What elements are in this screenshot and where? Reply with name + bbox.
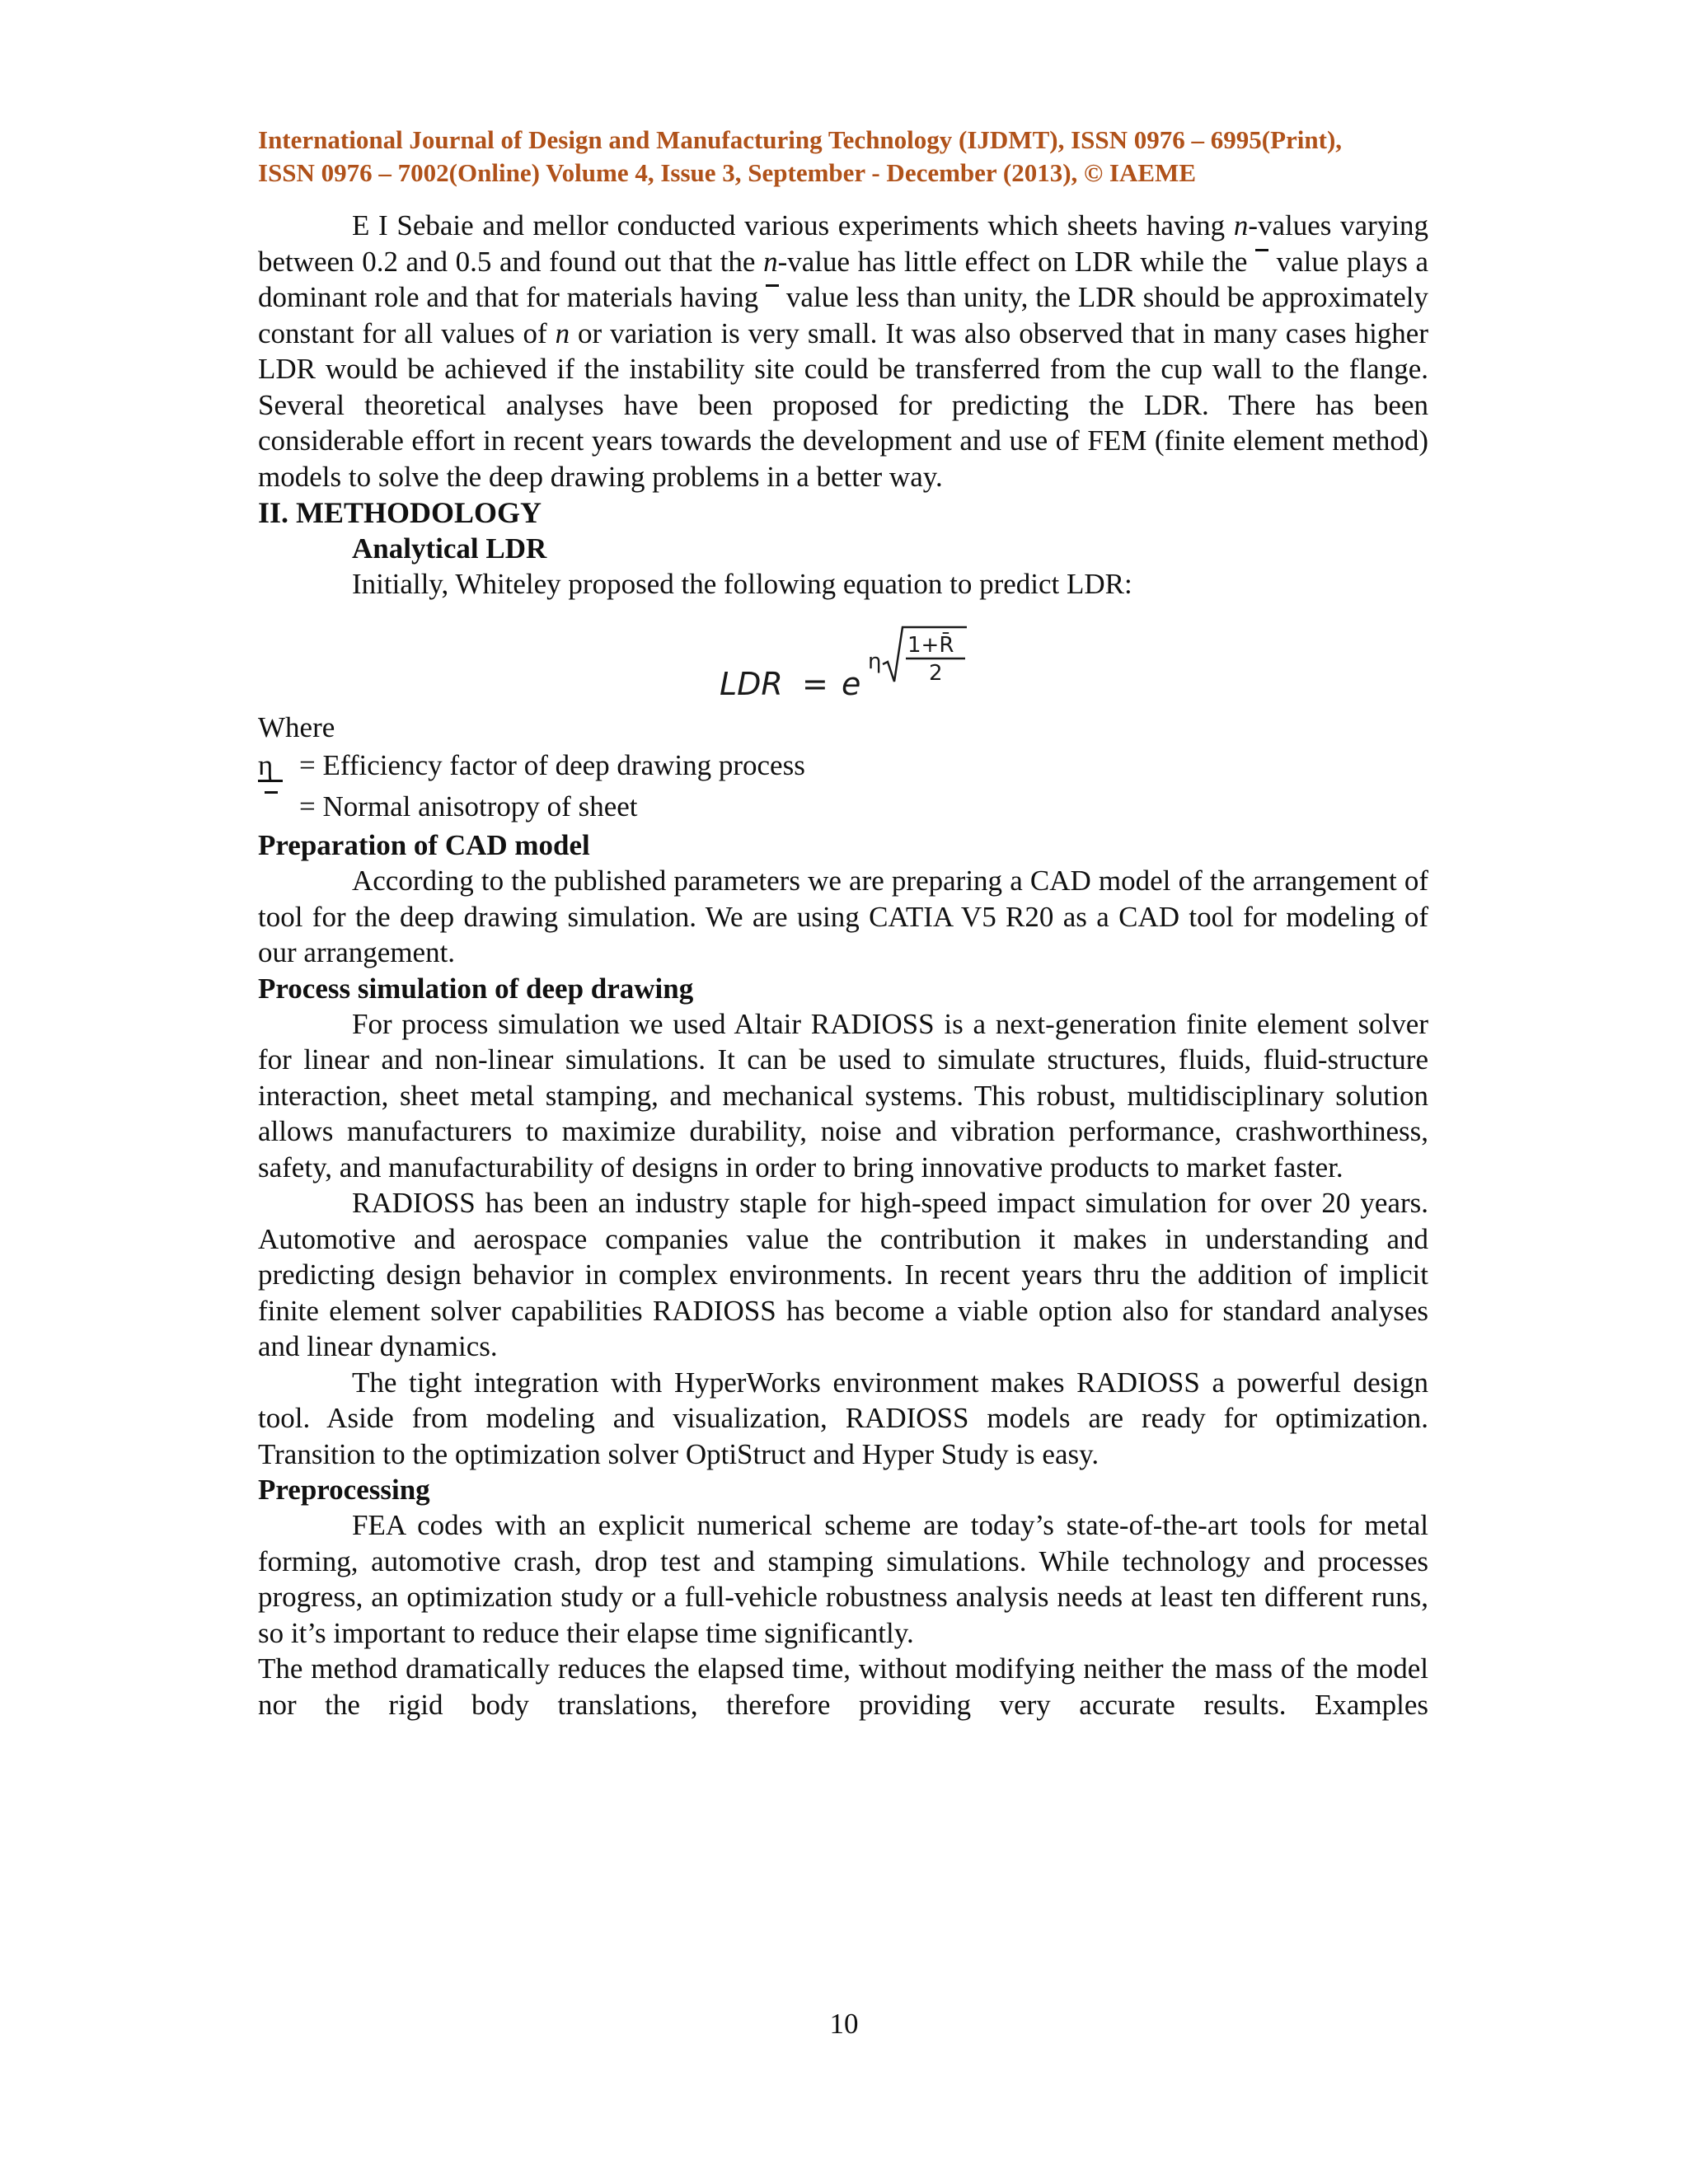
journal-header-line-1: International Journal of Design and Manufacturing Technology (IJDMT), ISSN 0976 – 6995(Print),	[258, 125, 1343, 154]
r-bar-symbol	[1255, 249, 1268, 268]
preprocessing-paragraph-1: FEA codes with an explicit numerical scheme are today’s state-of-the-art tools for metal forming, automotive crash, drop test and stamping simulations. While technology and processes progress, an optimization study or a full-vehicle robustness analysis needs at least ten different runs, so it’s important to reduce their elapse time significantly.	[258, 1509, 1428, 1649]
eq-equals: =	[802, 665, 828, 702]
r-bar-symbol	[258, 786, 299, 827]
journal-header-line-2: ISSN 0976 – 7002(Online) Volume 4, Issue 3, September - December (2013), © IAEME	[258, 158, 1196, 187]
analytical-ldr-heading: Analytical LDR	[352, 532, 547, 565]
cad-paragraph: According to the published parameters we are preparing a CAD model of the arrangement of tool for the deep drawing simulation. We are using CATIA V5 R20 as a CAD tool for modeling of our arrangement.	[258, 865, 1428, 968]
eq-eta: η	[868, 649, 882, 674]
page-content	[258, 124, 1428, 1722]
analytical-ldr-text: Initially, Whiteley proposed the following equation to predict LDR:	[352, 568, 1132, 600]
simulation-paragraph-2: RADIOSS has been an industry staple for high-speed impact simulation for over 20 years. Automotive and aerospace companies value the contribution it makes in understanding and predicting design behavior in complex environments. In recent years thru the addition of implicit finite element solver capabilities RADIOSS has become a viable option also for standard analyses and linear dynamics.	[258, 1187, 1428, 1362]
simulation-paragraph-3: The tight integration with HyperWorks environment makes RADIOSS a powerful design tool. Aside from modeling and visualization, RADIOSS models are ready for optimization. Transition to the optimization solver OptiStruct and Hyper Study is easy.	[258, 1366, 1428, 1470]
ldr-equation	[258, 619, 1428, 710]
ldr-equation-svg	[720, 619, 1016, 710]
simulation-heading: Process simulation of deep drawing	[258, 972, 694, 1005]
where-label: Where	[258, 710, 335, 743]
preprocessing-paragraph-2: The method dramatically reduces the elapsed time, without modifying neither the mass of the model nor the rigid body translations, therefore providing very accurate results. Examples	[258, 1652, 1428, 1721]
r-bar-symbol	[766, 284, 779, 303]
eq-denominator: 2	[929, 660, 943, 686]
cad-heading: Preparation of CAD model	[258, 829, 590, 861]
definition-r: = Normal anisotropy of sheet	[258, 786, 1428, 827]
eta-symbol: η	[258, 752, 283, 782]
eq-numerator: 1+R̄	[907, 632, 954, 658]
eq-lhs: LDR	[720, 665, 783, 702]
page-number: 10	[829, 2008, 859, 2040]
eq-base: e	[842, 665, 861, 702]
intro-paragraph: E I Sebaie and mellor conducted various experiments which sheets having n-values varying between 0.2 and 0.5 and found out that the n-value has little effect on LDR while the value plays a dominant role and that for materials having value less than unity, the LDR should be approximately constant for all values of n or variation is very small. It was also observed that in many cases higher LDR would be achieved if the instability site could be transferred from the cup wall to the flange. Several theoretical analyses have been proposed for predicting the LDR. There has been considerable effort in recent years towards the development and use of FEM (finite element method) models to solve the deep drawing problems in a better way.	[258, 209, 1429, 493]
preprocessing-heading: Preprocessing	[258, 1474, 430, 1506]
methodology-heading: II. METHODOLOGY	[258, 496, 542, 529]
definition-eta: η = Efficiency factor of deep drawing process	[258, 749, 805, 781]
simulation-paragraph-1: For process simulation we used Altair RADIOSS is a next-generation finite element solver for linear and non-linear simulations. It can be used to simulate structures, fluids, fluid-structure interaction, sheet metal stamping, and mechanical systems. This robust, multidisciplinary solution allows manufacturers to maximize durability, noise and vibration performance, crashworthiness, safety, and manufacturability of designs in order to bring innovative products to market faster.	[258, 1007, 1428, 1183]
